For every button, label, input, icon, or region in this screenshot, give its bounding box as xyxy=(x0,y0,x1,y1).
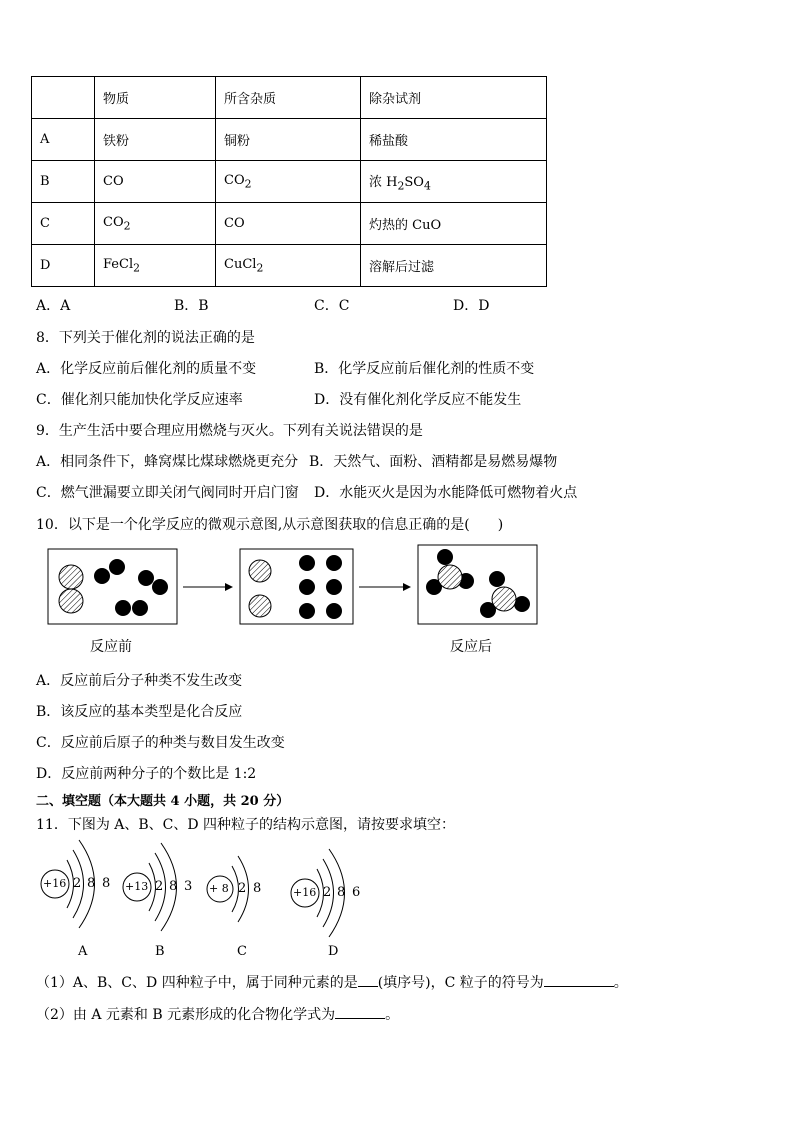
q10-option-c[interactable]: C．反应前后原子的种类与数目发生改变 xyxy=(36,735,285,751)
shell-count: 2 xyxy=(73,876,82,891)
table-cell: 溶解后过滤 xyxy=(361,245,547,287)
table-cell: 铁粉 xyxy=(95,119,216,161)
table-header-cell: 物质 xyxy=(95,77,216,119)
q11-sub1-text: （1）A、B、C、D 四种粒子中，属于同种元素的是 xyxy=(36,975,358,991)
particle-label: B xyxy=(155,944,165,959)
answer-blank-same-element[interactable] xyxy=(358,974,378,987)
q8-option-d[interactable]: D．没有催化剂化学反应不能发生 xyxy=(314,392,522,408)
nucleus-charge: +13 xyxy=(125,880,149,893)
q8-option-c[interactable]: C．催化剂只能加快化学反应速率 xyxy=(36,392,243,408)
q10-option-d[interactable]: D．反应前两种分子的个数比是 1:2 xyxy=(36,766,257,782)
q7-option-a[interactable]: A．A xyxy=(36,298,71,314)
table-cell: C xyxy=(32,203,95,245)
q8-option-b[interactable]: B．化学反应前后催化剂的性质不变 xyxy=(314,361,535,377)
q9-option-a[interactable]: A．相同条件下，蜂窝煤比煤球燃烧更充分 xyxy=(36,454,299,470)
shell-count: 6 xyxy=(352,885,361,900)
q7-option-c[interactable]: C．C xyxy=(314,298,350,314)
table-cell: 灼热的 CuO xyxy=(361,203,547,245)
shell-count: 2 xyxy=(238,881,247,896)
shell-count: 2 xyxy=(323,885,332,900)
shell-count: 8 xyxy=(253,881,262,896)
table-cell: $CO_2$ xyxy=(95,203,216,245)
shell-count: 2 xyxy=(155,879,164,894)
nucleus-charge: +16 xyxy=(43,877,67,890)
q11-sub1 xyxy=(36,972,628,992)
table-cell: CO xyxy=(216,203,361,245)
q10-option-a[interactable]: A．反应前后分子种类不发生改变 xyxy=(36,673,243,689)
answer-blank-c-symbol[interactable] xyxy=(544,974,614,987)
shell-count: 8 xyxy=(87,876,96,891)
table-cell: D xyxy=(32,245,95,287)
q9-stem: 9．生产生活中要合理应用燃烧与灭火。下列有关说法错误的是 xyxy=(36,423,423,439)
table-cell: CuCl$_2$ xyxy=(216,245,361,287)
particle-label: D xyxy=(328,944,339,959)
q11-sub1-end: 。 xyxy=(613,975,628,991)
q8-stem: 8．下列关于催化剂的说法正确的是 xyxy=(36,330,255,346)
nucleus-charge: + 8 xyxy=(209,882,229,895)
shell-count: 8 xyxy=(102,876,111,891)
q8-option-a[interactable]: A．化学反应前后催化剂的质量不变 xyxy=(36,361,257,377)
table-cell: CO xyxy=(95,161,216,203)
particle-label: A xyxy=(78,944,88,959)
label-after-reaction: 反应后 xyxy=(450,639,492,655)
answer-blank-formula[interactable] xyxy=(335,1006,385,1019)
table-cell: A xyxy=(32,119,95,161)
table-cell: FeCl$_2$ xyxy=(95,245,216,287)
table-header-cell: 除杂试剂 xyxy=(361,77,547,119)
label-before-reaction: 反应前 xyxy=(90,639,132,655)
table-cell: 稀盐酸 xyxy=(361,119,547,161)
q7-option-d[interactable]: D．D xyxy=(453,298,490,314)
q11-sub2-end: 。 xyxy=(385,1007,400,1023)
q9-option-c[interactable]: C．燃气泄漏要立即关闭气阀同时开启门窗 xyxy=(36,485,299,501)
q11-sub1-text: (填序号)，C 粒子的符号为 xyxy=(377,975,544,991)
q11-sub2-text: （2）由 A 元素和 B 元素形成的化合物化学式为 xyxy=(36,1007,336,1023)
table-header-cell: 所含杂质 xyxy=(216,77,361,119)
q11-stem: 11．下图为 A、B、C、D 四种粒子的结构示意图，请按要求填空： xyxy=(36,817,456,833)
q10-option-b[interactable]: B．该反应的基本类型是化合反应 xyxy=(36,704,243,720)
shell-count: 3 xyxy=(184,879,193,894)
shell-count: 8 xyxy=(337,885,346,900)
table-cell: 铜粉 xyxy=(216,119,361,161)
table-cell: $CO_2$ xyxy=(216,161,361,203)
nucleus-charge: +16 xyxy=(293,886,317,899)
shell-count: 8 xyxy=(169,879,178,894)
q9-option-d[interactable]: D．水能灭火是因为水能降低可燃物着火点 xyxy=(314,485,578,501)
q10-stem: 10．以下是一个化学反应的微观示意图,从示意图获取的信息正确的是( ) xyxy=(36,517,504,533)
particle-label: C xyxy=(237,944,247,959)
q7-option-b[interactable]: B．B xyxy=(174,298,209,314)
q11-sub2 xyxy=(36,1004,399,1024)
table-cell: B xyxy=(32,161,95,203)
section-heading: 二、填空题（本大题共 4 小题，共 20 分） xyxy=(36,794,290,809)
table-cell: 浓 $H_2SO_4$ xyxy=(361,161,547,203)
q9-option-b[interactable]: B．天然气、面粉、酒精都是易燃易爆物 xyxy=(309,454,558,470)
